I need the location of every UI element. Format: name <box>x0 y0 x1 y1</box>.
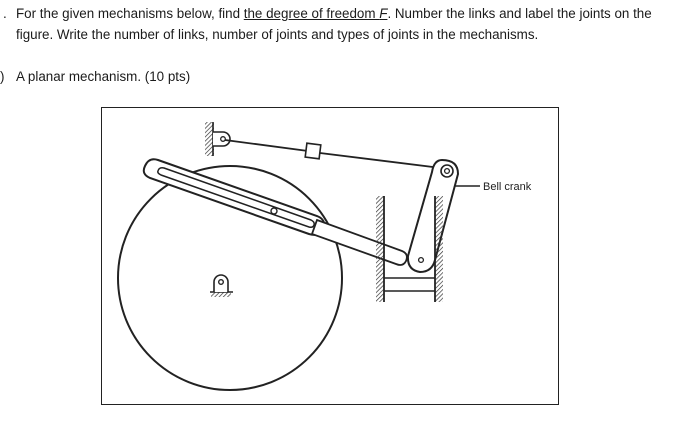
question-bullet: . <box>3 6 7 21</box>
bell-crank-label: Bell crank <box>483 181 532 193</box>
subpart-heading <box>0 69 190 84</box>
mechanism-figure <box>101 107 559 405</box>
question-text-part1: For the given mechanisms below, find <box>16 6 244 21</box>
subpart-text: A planar mechanism. (10 pts) <box>16 69 191 84</box>
question-line-2: figure. Write the number of links, number of joints and types of joints in the mechanisms. <box>16 27 539 42</box>
bell-crank <box>408 160 458 272</box>
connecting-rod-left <box>225 140 308 151</box>
top-ground-pivot <box>205 122 230 156</box>
question-text-part2: . Number the links and label the joints on the <box>387 6 652 21</box>
mechanism-drawing <box>102 108 560 406</box>
dof-text: the degree of freedom <box>243 6 380 21</box>
question-line-1 <box>0 6 700 21</box>
rod-slider-block <box>305 143 321 159</box>
connecting-rod-right <box>320 153 449 169</box>
dof-phrase <box>244 6 388 21</box>
dof-symbol: F <box>379 6 388 21</box>
subpart-marker: ) <box>0 69 5 84</box>
